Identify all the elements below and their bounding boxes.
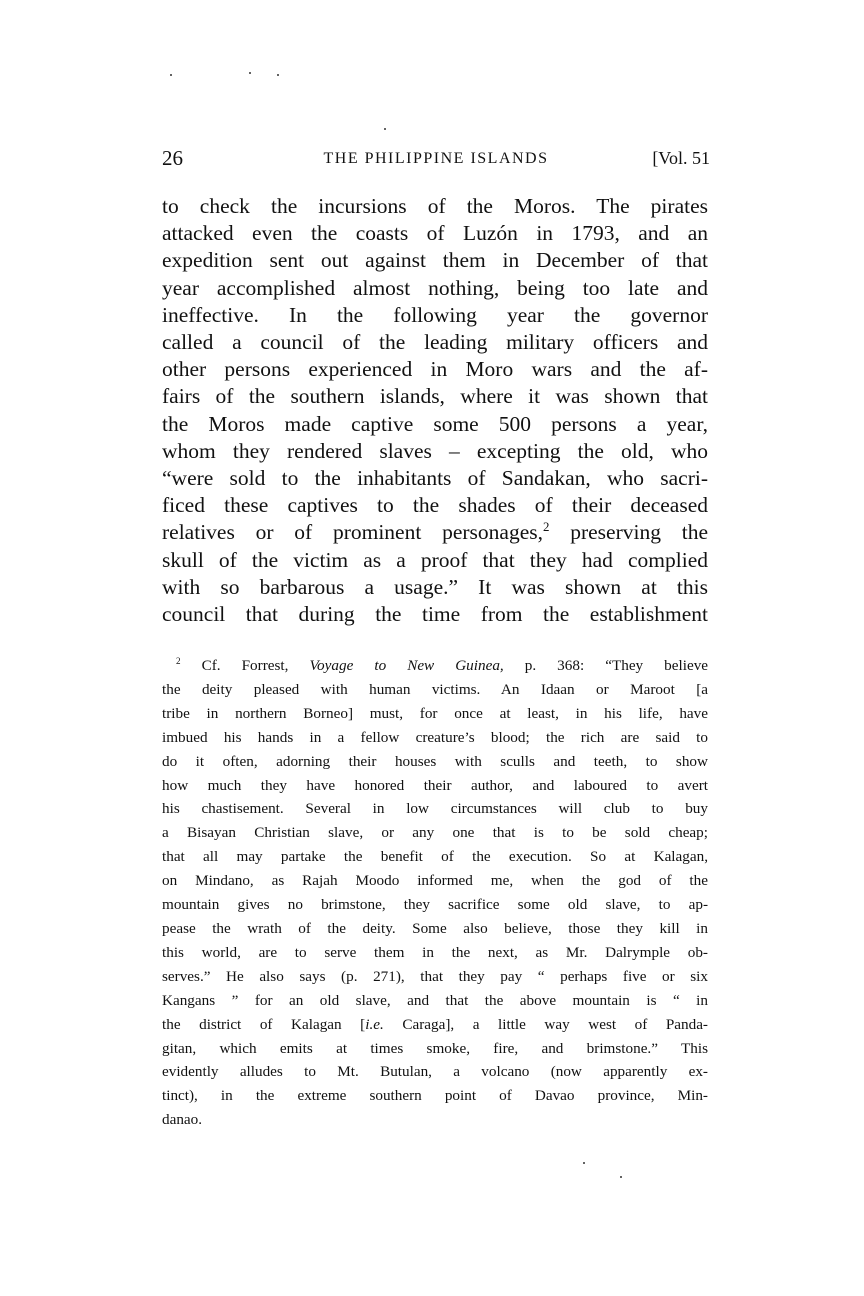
book-title: THE PHILIPPINE ISLANDS [323, 150, 549, 167]
scan-speck [249, 72, 251, 74]
footnote-line: evidently alludes to Mt. Butulan, a volcano (now apparently ex- [162, 1063, 708, 1081]
footnote [162, 654, 708, 1132]
footnote-marker: 2 [176, 655, 181, 666]
footnote-line: how much they have honored their author, and laboured to avert [162, 776, 708, 794]
body-line: year accomplished almost nothing, being too late and [162, 275, 708, 300]
body-line: called a council of the leading military officers and [162, 330, 708, 355]
footnote-line: do it often, adorning their houses with sculls and teeth, to show [162, 752, 708, 770]
body-line-with-footnote-ref [162, 519, 708, 546]
footnote-line: imbued his hands in a fellow creature’s blood; the rich are said to [162, 728, 708, 746]
body-line: council that during the time from the establishment [162, 602, 708, 627]
scan-speck [620, 1176, 622, 1178]
footnote-line: tribe in northern Borneo] must, for once at least, in his life, have [162, 704, 708, 722]
footnote-ie: i.e. [365, 1015, 384, 1033]
footnote-line: on Mindano, as Rajah Moodo informed me, when the god of the [162, 872, 708, 890]
body-line: whom they rendered slaves – excepting the old, who [162, 438, 708, 463]
body-line-start: relatives or of prominent personages, [162, 520, 543, 545]
body-line: with so barbarous a usage.” It was shown at this [162, 574, 708, 599]
footnote-line: danao. [162, 1111, 203, 1129]
body-line-end: preserving the [549, 520, 709, 545]
footnote-line: that all may partake the benefit of the execution. So at Kalagan, [162, 848, 708, 866]
footnote-line: the deity pleased with human victims. An Idaan or Maroot [a [162, 680, 708, 698]
body-line: expedition sent out against them in December of that [162, 248, 708, 273]
footnote-line-with-ie [162, 1013, 708, 1037]
volume-label: [Vol. 51 [652, 148, 710, 168]
scan-speck [170, 74, 172, 76]
page-number: 26 [162, 146, 183, 170]
footnote-book-title: Voyage to New Guinea, [309, 657, 504, 674]
footnote-line [162, 654, 708, 678]
body-line: other persons experienced in Moro wars and the af- [162, 357, 708, 382]
footnote-line-start: the district of Kalagan [ [162, 1015, 366, 1033]
footnote-line: Kangans ” for an old slave, and that the above mountain is “ in [162, 991, 708, 1009]
footnote-page-ref: p. 368: “They believe [524, 657, 709, 674]
footnote-line: serves.” He also says (p. 271), that they pay “ perhaps five or six [162, 967, 708, 985]
footnote-line: pease the wrath of the deity. Some also believe, those they kill in [162, 919, 708, 937]
body-line: the Moros made captive some 500 persons a year, [162, 411, 708, 436]
footnote-line: gitan, which emits at times smoke, fire, and brimstone.” This [162, 1039, 708, 1057]
footnote-line: mountain gives no brimstone, they sacrifice some old slave, to ap- [162, 896, 708, 914]
footnote-line: tinct), in the extreme southern point of Davao province, Min- [162, 1087, 708, 1105]
scan-speck [384, 128, 386, 130]
body-line: “were sold to the inhabitants of Sandakan, who sacri- [162, 466, 708, 491]
footnote-line: this world, are to serve them in the next, as Mr. Dalrymple ob- [162, 943, 708, 961]
scan-speck [583, 1162, 585, 1164]
body-line: ineffective. In the following year the governor [162, 302, 708, 327]
footnote-line: a Bisayan Christian slave, or any one that is to be sold cheap; [162, 824, 708, 842]
footnote-line: his chastisement. Several in low circumstances will club to buy [162, 800, 708, 818]
body-line: ficed these captives to the shades of their deceased [162, 493, 708, 518]
body-text [162, 193, 708, 628]
body-line: fairs of the southern islands, where it was shown that [162, 384, 708, 409]
footnote-line-end: Caraga], a little way west of Panda- [383, 1015, 708, 1033]
running-head [162, 146, 710, 176]
body-line: to check the incursions of the Moros. The pirates [162, 194, 708, 218]
body-line: attacked even the coasts of Luzón in 1793, and an [162, 221, 708, 246]
scan-speck [277, 74, 279, 76]
footnote-cf: Cf. Forrest, [201, 657, 289, 674]
footnote-reference: 2 [543, 520, 550, 535]
body-line: skull of the victim as a proof that they had complied [162, 547, 708, 572]
